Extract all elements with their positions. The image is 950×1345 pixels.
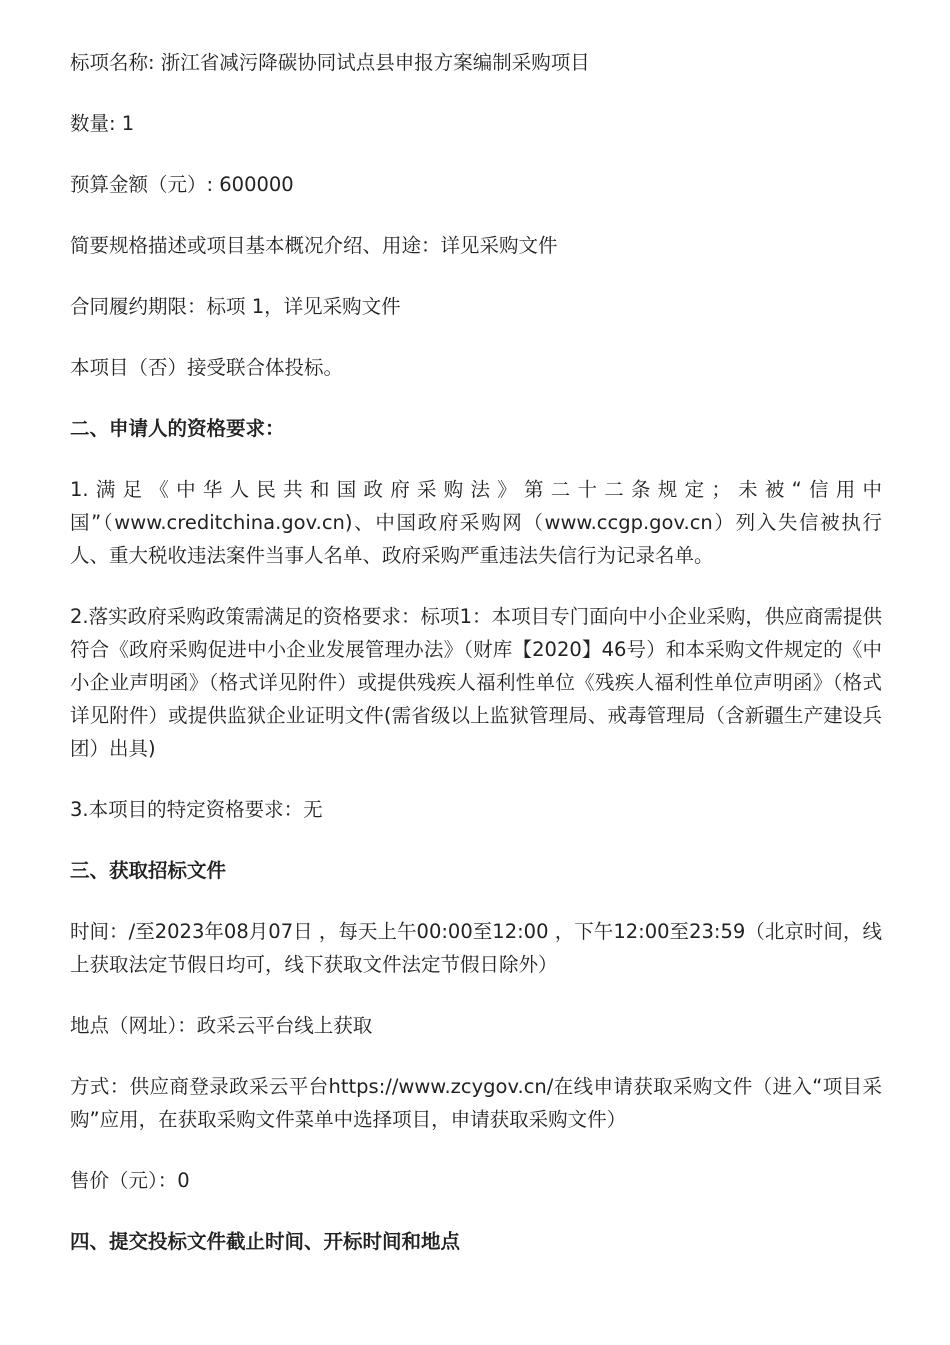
obtain-method: 方式：供应商登录政采云平台https://www.zcygov.cn/在线申请获取采购文件（进入“项目采购”应用，在获取采购文件菜单中选择项目，申请获取采购文件） [70, 1075, 882, 1131]
section-heading-obtain-documents: 三、获取招标文件 [70, 859, 227, 882]
contract-period-line: 合同履约期限：标项 1，详见采购文件 [70, 295, 401, 318]
section-heading-submission: 四、提交投标文件截止时间、开标时间和地点 [70, 1230, 461, 1253]
qualification-item-2: 2.落实政府采购政策需满足的资格要求：标项1：本项目专门面向中小企业采购，供应商需提供符合《政府采购促进中小企业发展管理办法》（财库【2020】46号）和本采购文件规定的《中小企业声明函》（格式详见附件）或提供残疾人福利性单位《残疾人福利性单位声明函》（格式详见附件）或提供监狱企业证明文件(需省级以上监狱管理局、戒毒管理局（含新疆生产建设兵团）出具) [70, 605, 882, 760]
section-heading-qualifications: 二、申请人的资格要求： [70, 417, 285, 440]
item-name-line: 标项名称: 浙江省减污降碳协同试点县申报方案编制采购项目 [70, 51, 590, 74]
quantity-line: 数量: 1 [70, 112, 135, 135]
budget-line: 预算金额（元）: 600000 [70, 173, 294, 196]
qualification-item-3: 3.本项目的特定资格要求：无 [70, 798, 323, 821]
obtain-place: 地点（网址）：政采云平台线上获取 [70, 1014, 373, 1037]
document-body [70, 46, 882, 1286]
consortium-line: 本项目（否）接受联合体投标。 [70, 356, 344, 379]
spec-description-line: 简要规格描述或项目基本概况介绍、用途：详见采购文件 [70, 234, 558, 257]
document-price: 售价（元）：0 [70, 1169, 190, 1192]
qualification-item-1: 1.满足《中华人民共和国政府采购法》第二十二条规定；未被“信用中国”（www.creditchina.gov.cn)、中国政府采购网（www.ccgp.gov.cn）列入失信被执行人、重大税收违法案件当事人名单、政府采购严重违法失信行为记录名单。 [70, 478, 882, 567]
obtain-time: 时间：/至2023年08月07日 ，每天上午00:00至12:00 ，下午12:00至23:59（北京时间，线上获取法定节假日均可，线下获取文件法定节假日除外） [70, 920, 882, 976]
